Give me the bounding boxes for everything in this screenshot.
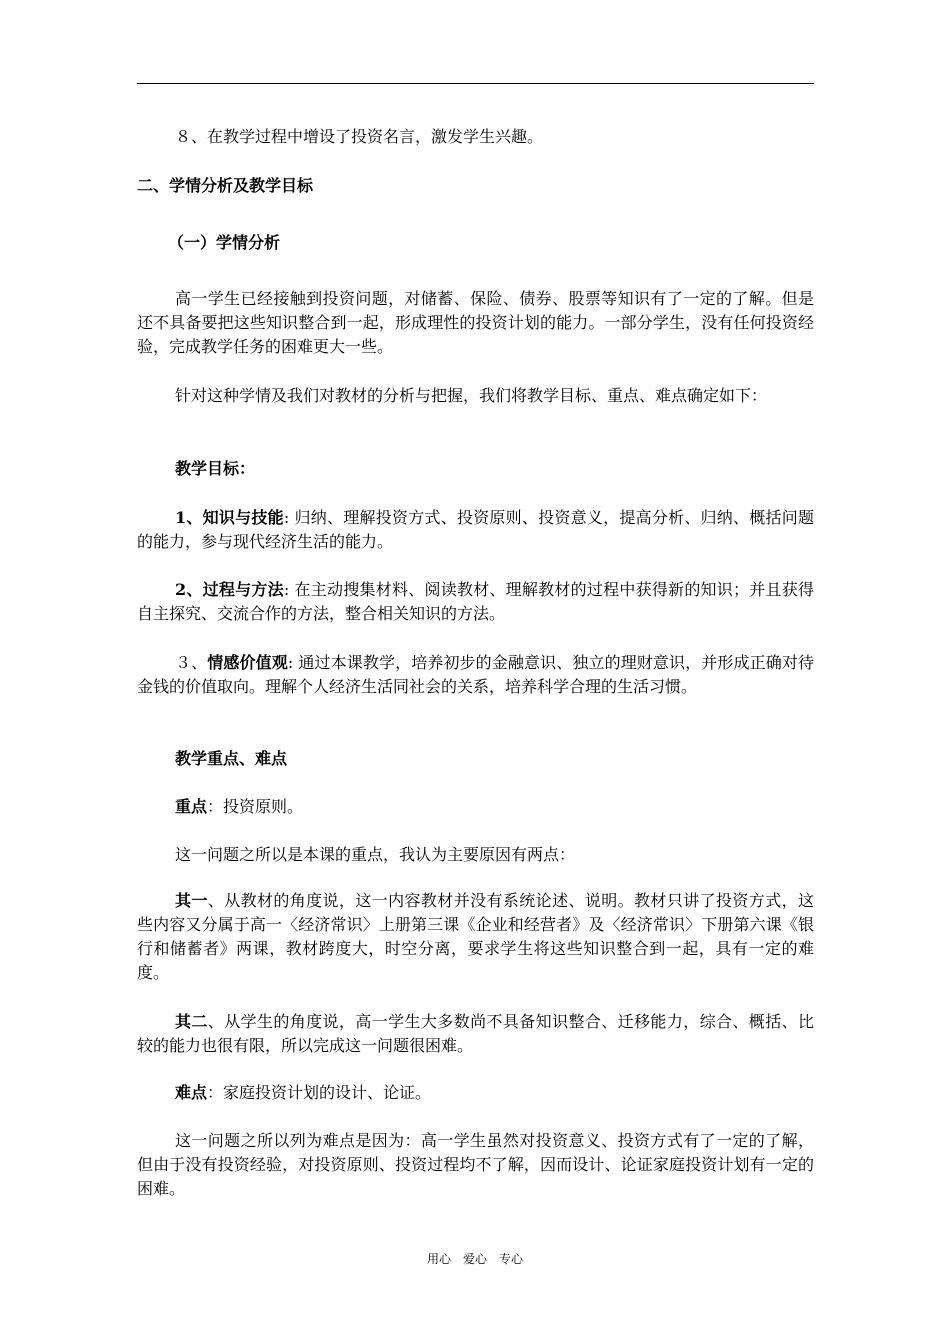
page-footer: 用心 爱心 专心 [426, 1252, 523, 1266]
difficulty-text: ：家庭投资计划的设计、论证。 [207, 1083, 432, 1102]
difficulty-label: 难点 [175, 1083, 208, 1102]
goal-process-label: 2、过程与方法 [175, 580, 284, 599]
key-reason-intro: 这一问题之所以是本课的重点，我认为主要原因有两点： [175, 845, 576, 864]
section-heading: 二、学情分析及教学目标 [137, 176, 314, 195]
key-point-label: 重点 [175, 797, 208, 816]
reason-two-text: 、从学生的角度说，高一学生大多数尚不具备知识整合、迁移能力，综合、概括、比较的能力也很有限，所以完成这一问题很困难。 [137, 1012, 814, 1055]
goal-knowledge-text: : 归纳、理解投资方式、投资原则、投资意义，提高分析、归纳、概括问题的能力，参与现代经济生活的能力。 [137, 508, 814, 551]
difficulty-reason: 这一问题之所以列为难点是因为：高一学生虽然对投资意义、投资方式有了一定的了解，但由于没有投资经验，对投资原则、投资过程均不了解，因而设计、论证家庭投资计划有一定的困难。 [137, 1131, 814, 1198]
goal-values-text: : 通过本课教学，培养初步的金融意识、独立的理财意识，并形成正确对待金钱的价值取向。理解个人经济生活同社会的关系，培养科学合理的生活习惯。 [137, 653, 814, 696]
reason-one-label: 其一 [175, 891, 208, 910]
goals-title: 教学目标： [175, 459, 256, 478]
key-point [137, 795, 814, 819]
keypoints-title: 教学重点、难点 [175, 749, 288, 768]
reason-two-label: 其二 [175, 1012, 208, 1031]
goal-process [137, 578, 814, 626]
paragraph-target-intro: 针对这种学情及我们对教材的分析与把握，我们将教学目标、重点、难点确定如下： [175, 386, 768, 405]
goal-knowledge [137, 506, 814, 554]
paragraph-item-8: ８、在教学过程中增设了投资名言，激发学生兴趣。 [175, 127, 544, 146]
difficulty-point [137, 1081, 814, 1105]
goal-process-text: : 在主动搜集材料、阅读教材、理解教材的过程中获得新的知识；并且获得自主探究、交流合作的方法，整合相关知识的方法。 [137, 580, 814, 623]
reason-one [137, 889, 814, 985]
goal-values-prefix: ３、 [175, 653, 208, 672]
goal-values-label: 情感价值观 [207, 653, 288, 672]
header-rule [137, 83, 814, 84]
reason-one-text: 、从教材的角度说，这一内容教材并没有系统论述、说明。教材只讲了投资方式，这些内容又分属于高一〈经济常识〉上册第三课《企业和经营者》及〈经济常识〉下册第六课《银行和储蓄者》两课，教材跨度大，时空分离，要求学生将这些知识整合到一起，具有一定的难度。 [137, 891, 814, 982]
goal-knowledge-label: 1、知识与技能 [175, 508, 284, 527]
reason-two [137, 1010, 814, 1058]
subsection-heading: （一）学情分析 [168, 233, 281, 252]
goal-values [137, 651, 814, 699]
key-point-text: ：投资原则。 [207, 797, 304, 816]
paragraph-students: 高一学生已经接触到投资问题，对储蓄、保险、债券、股票等知识有了一定的了解。但是还不具备要把这些知识整合到一起，形成理性的投资计划的能力。一部分学生，没有任何投资经验，完成教学任务的困难更大一些。 [137, 289, 814, 356]
